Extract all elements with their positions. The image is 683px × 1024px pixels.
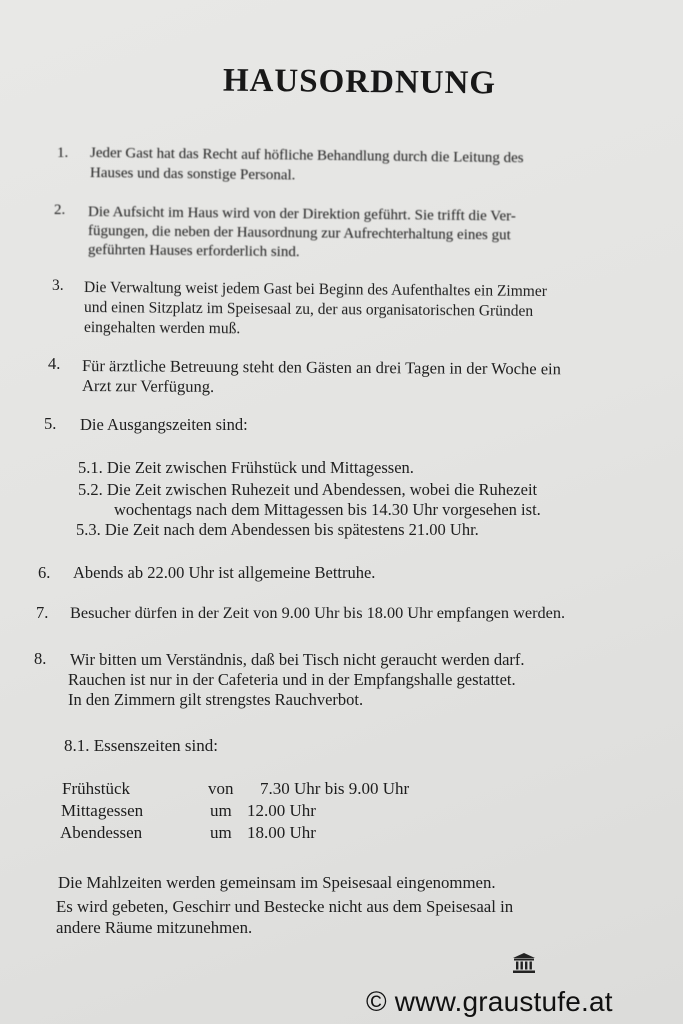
- meal-prep: um: [210, 823, 232, 842]
- item-text-line: Rauchen ist nur in der Cafeteria und in der Empfangshalle gestattet.: [68, 670, 516, 689]
- subitem-line: wochentags nach dem Mittagessen bis 14.30 Uhr vorgesehen ist.: [114, 500, 541, 519]
- item-text-line: fügungen, die neben der Hausordnung zur Aufrechterhaltung eines gut: [87, 223, 511, 244]
- item-text-line: Arzt zur Verfügung.: [81, 376, 215, 396]
- meal-prep: von: [208, 779, 234, 798]
- meal-time: 18.00 Uhr: [247, 823, 316, 842]
- meal-name: Abendessen: [60, 823, 143, 842]
- item-text-line: geführten Hauses erforderlich sind.: [87, 242, 300, 261]
- meal-time: 12.00 Uhr: [247, 801, 316, 820]
- item-text-line: Besucher dürfen in der Zeit von 9.00 Uhr bis 18.00 Uhr empfangen werden.: [70, 603, 566, 622]
- item-number: 3.: [52, 277, 64, 294]
- subheading: 8.1. Essenszeiten sind:: [64, 736, 218, 755]
- item-number: 7.: [36, 603, 49, 622]
- subitem-line: 5.1. Die Zeit zwischen Frühstück und Mittagessen.: [78, 458, 414, 477]
- meal-name: Mittagessen: [61, 801, 144, 820]
- item-text-line: Für ärztliche Betreuung steht den Gästen an drei Tagen in der Woche ein: [81, 356, 561, 379]
- item-text-line: Die Aufsicht im Haus wird von der Direktion geführt. Sie trifft die Ver-: [87, 204, 516, 225]
- closing-line: Es wird gebeten, Geschirr und Bestecke nicht aus dem Speisesaal in: [56, 897, 514, 916]
- graustufe-building-icon: [512, 952, 536, 974]
- item-number: 6.: [38, 563, 51, 582]
- item-text-line: Wir bitten um Verständnis, daß bei Tisch nicht geraucht werden darf.: [70, 650, 525, 669]
- page-title: HAUSORDNUNG: [222, 62, 497, 102]
- item-text-line: Die Verwaltung weist jedem Gast bei Beginn des Aufenthaltes ein Zimmer: [83, 279, 547, 301]
- meal-prep: um: [210, 801, 232, 820]
- subitem-line: 5.3. Die Zeit nach dem Abendessen bis spätestens 21.00 Uhr.: [76, 520, 479, 539]
- watermark-text: © www.graustufe.at: [366, 986, 613, 1017]
- item-text-line: In den Zimmern gilt strengstes Rauchverbot.: [68, 690, 364, 709]
- item-number: 1.: [57, 145, 69, 161]
- item-text-line: Jeder Gast hat das Recht auf höfliche Behandlung durch die Leitung des: [89, 145, 524, 167]
- item-text-line: Die Ausgangszeiten sind:: [80, 415, 248, 434]
- subitem-line: 5.2. Die Zeit zwischen Ruhezeit und Abendessen, wobei die Ruhezeit: [78, 480, 538, 499]
- meal-time: 7.30 Uhr bis 9.00 Uhr: [260, 779, 410, 798]
- item-text-line: Abends ab 22.00 Uhr ist allgemeine Bettruhe.: [73, 563, 376, 582]
- closing-line: Die Mahlzeiten werden gemeinsam im Speisesaal eingenommen.: [58, 873, 496, 892]
- item-text-line: eingehalten werden muß.: [83, 319, 241, 338]
- item-number: 5.: [44, 414, 57, 433]
- item-number: 2.: [54, 202, 66, 218]
- item-number: 8.: [34, 649, 47, 668]
- meal-name: Frühstück: [62, 779, 130, 798]
- closing-line: andere Räume mitzunehmen.: [56, 918, 253, 937]
- item-text-line: Hauses und das sonstige Personal.: [89, 165, 296, 184]
- item-number: 4.: [48, 354, 61, 373]
- item-text-line: und einen Sitzplatz im Speisesaal zu, der aus organisatorischen Gründen: [83, 299, 534, 320]
